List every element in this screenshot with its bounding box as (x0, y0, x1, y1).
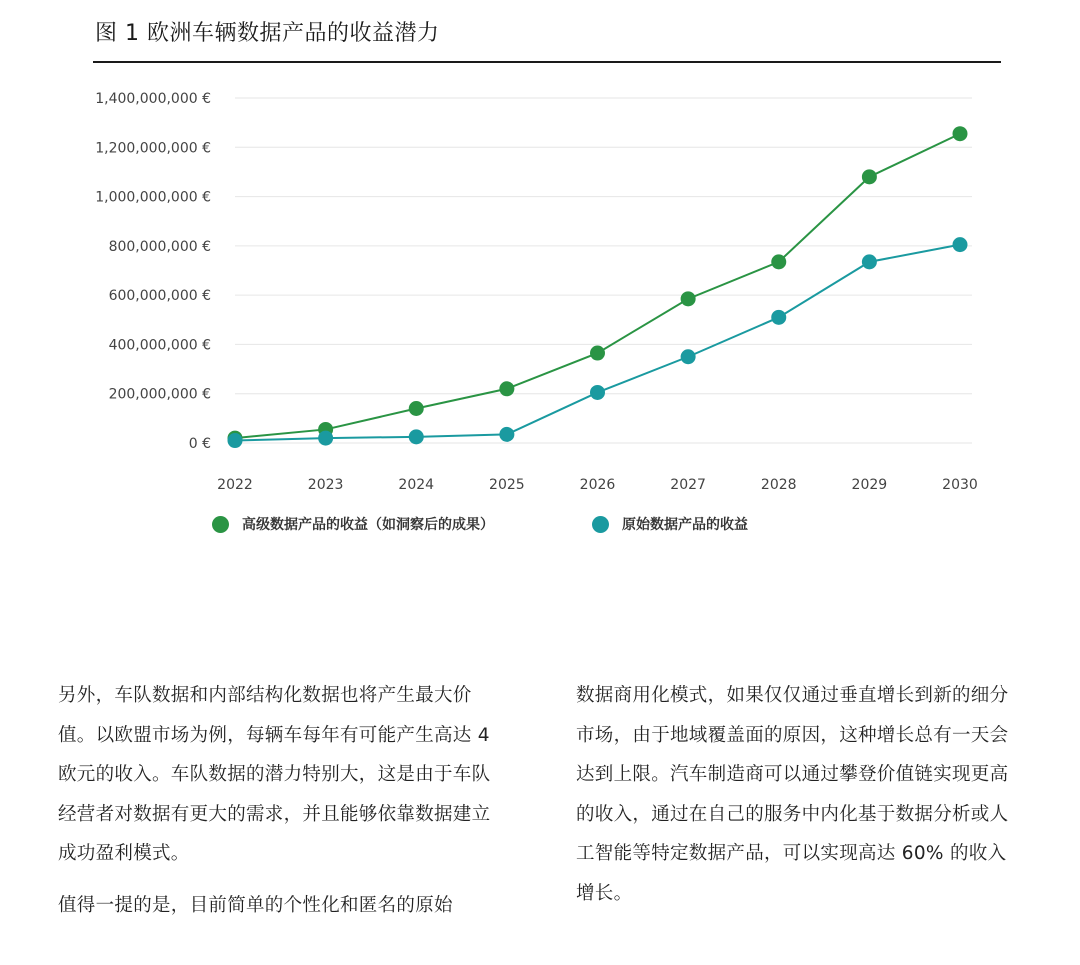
data-point-series-0 (953, 126, 968, 141)
data-point-series-1 (862, 254, 877, 269)
legend-item-advanced (212, 514, 494, 534)
x-tick-label: 2024 (398, 477, 435, 493)
legend-marker-advanced (212, 516, 229, 533)
data-point-series-1 (409, 429, 424, 444)
y-tick-label: 400,000,000 € (108, 337, 211, 354)
series-line-1 (235, 245, 960, 441)
data-point-series-0 (590, 346, 605, 361)
x-tick-label: 2022 (217, 477, 253, 493)
figure-title: 图 1 欧洲车辆数据产品的收益潜力 (95, 21, 440, 46)
data-point-series-1 (590, 385, 605, 400)
body-column-right (576, 676, 1016, 913)
paragraph: 值得一提的是，目前简单的个性化和匿名的原始 (58, 894, 453, 916)
body-column-left (58, 676, 498, 925)
paragraph: 另外，车队数据和内部结构化数据也将产生最大价值。以欧盟市场为例，每辆车每年有可能产生高达 4 欧元的收入。车队数据的潜力特别大，这是由于车队经营者对数据有更大的需求，并且能够依靠数据建立成功盈利模式。 (58, 685, 491, 864)
y-tick-label: 1,200,000,000 € (95, 140, 211, 157)
y-tick-label: 0 € (188, 436, 211, 452)
x-tick-label: 2023 (307, 477, 344, 493)
y-tick-label: 800,000,000 € (108, 238, 211, 255)
data-point-series-1 (771, 310, 786, 325)
y-tick-label: 1,000,000,000 € (95, 189, 211, 206)
legend-marker-raw (592, 516, 609, 533)
data-point-series-1 (499, 427, 514, 442)
y-tick-label: 1,400,000,000 € (95, 91, 211, 107)
legend-label-raw: 原始数据产品的收益 (622, 517, 748, 533)
x-tick-label: 2030 (942, 477, 978, 493)
y-tick-label: 600,000,000 € (108, 288, 211, 305)
data-point-series-0 (681, 291, 696, 306)
chart-legend (0, 510, 1080, 540)
data-point-series-0 (499, 381, 514, 396)
x-tick-label: 2028 (760, 477, 797, 493)
data-point-series-1 (228, 433, 243, 448)
x-tick-label: 2026 (579, 477, 616, 493)
data-point-series-1 (318, 431, 333, 446)
x-tick-label: 2029 (851, 477, 888, 493)
legend-label-advanced: 高级数据产品的收益（如洞察后的成果） (242, 517, 494, 533)
data-point-series-1 (681, 349, 696, 364)
y-tick-label: 200,000,000 € (108, 386, 211, 403)
paragraph: 数据商用化模式，如果仅仅通过垂直增长到新的细分市场，由于地域覆盖面的原因，这种增长总有一天会达到上限。汽车制造商可以通过攀登价值链实现更高的收入，通过在自己的服务中内化基于数据分析或人工智能等特定数据产品，可以实现高达 60% 的收入增长。 (576, 685, 1009, 904)
data-point-series-0 (771, 254, 786, 269)
data-point-series-0 (409, 401, 424, 416)
legend-item-raw (592, 514, 748, 534)
data-point-series-0 (862, 169, 877, 184)
x-tick-label: 2027 (670, 477, 706, 493)
data-point-series-1 (953, 237, 968, 252)
x-tick-label: 2025 (489, 477, 525, 493)
